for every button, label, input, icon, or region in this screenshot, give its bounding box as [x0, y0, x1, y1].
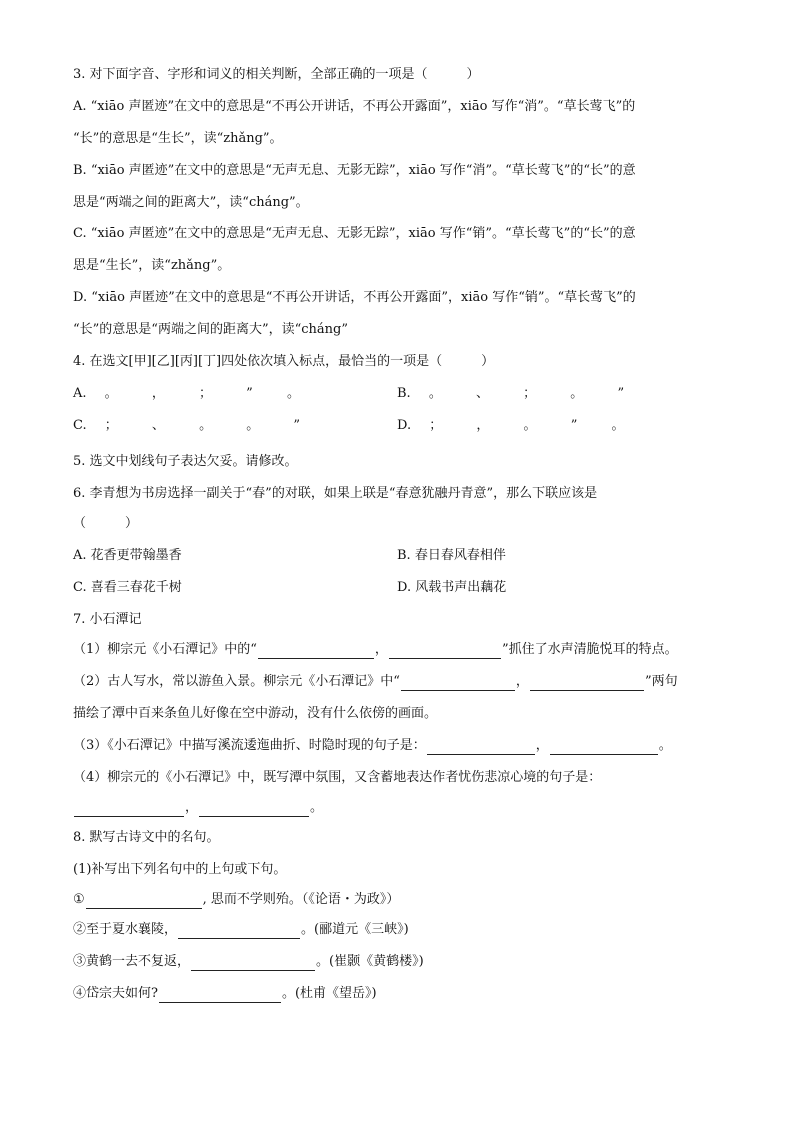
item-text: （3）《小石潭记》中描写溪流逶迤曲折、时隐时现的句子是： [73, 738, 426, 753]
item-text: 。 [658, 738, 672, 753]
q3-stem: 3. 对下面字音、字形和词义的相关判断，全部正确的一项是（ ） [73, 67, 480, 82]
item-text: ① [73, 892, 85, 907]
punct-mark: 。 [570, 386, 584, 401]
option-label: D. [397, 418, 412, 433]
q3-option-d-line2: “长”的意思是“两端之间的距离大”，读“cháng” [73, 322, 348, 337]
q7-item-2-cont: 描绘了潭中百来条鱼儿好像在空中游动，没有什么依傍的画面。 [73, 706, 438, 721]
q3-option-b-line2: 思是“两端之间的距离大”，读“cháng”。 [73, 195, 309, 210]
answer-blank[interactable] [427, 740, 535, 755]
item-text: ④岱宗夫如何? [73, 986, 158, 1001]
q7-stem: 7. 小石潭记 [73, 612, 142, 627]
punct-mark: 、 [151, 418, 165, 433]
item-text: , 思而不学则殆。（《论语・为政》） [202, 892, 400, 907]
q3-option-c-line1: C. “xiāo 声匿迹”在文中的意思是“无声无息、无影无踪”，xiāo 写作“销”。“草长莺飞”的“长”的意 [73, 226, 636, 241]
q6-option-c: C. 喜看三春花千树 [73, 580, 182, 595]
punct-mark: 。 [428, 386, 442, 401]
item-text: ”抓住了水声清脆悦耳的特点。 [501, 642, 678, 657]
q6-stem: 6. 李青想为书房选择一副关于“春”的对联，如果上联是“春意犹融丹青意”，那么下联应该是 [73, 486, 598, 501]
answer-blank[interactable] [530, 676, 644, 691]
q3-option-a-line2: “长”的意思是“生长”，读“zhǎng”。 [73, 131, 283, 146]
q7-item-1 [73, 641, 678, 659]
item-text: 。 [310, 800, 324, 815]
answer-blank[interactable] [86, 894, 202, 909]
answer-blank[interactable] [401, 676, 515, 691]
option-label: B. [397, 386, 411, 401]
q4-option-a [73, 385, 300, 403]
q6-answer-paren: （ ） [73, 516, 139, 531]
item-text: ”两句 [644, 674, 678, 689]
answer-blank[interactable] [74, 802, 184, 817]
punct-mark: 。 [523, 418, 537, 433]
q4-option-b [397, 385, 624, 403]
q3-option-d-line1: D. “xiāo 声匿迹”在文中的意思是“不再公开讲话，不再公开露面”，xiāo 写作“销”。“草长莺飞”的 [73, 290, 636, 305]
item-text: ③黄鹤一去不复返， [73, 954, 191, 969]
punct-mark: ； [104, 418, 118, 433]
punct-mark: ” [570, 418, 578, 433]
punct-mark: 。 [611, 418, 625, 433]
q7-item-4: （4）柳宗元的《小石潭记》中，既写潭中氛围，又含蓄地表达作者忧伤悲凉心境的句子是： [73, 770, 602, 785]
q7-item-4-blanks [73, 799, 323, 817]
punct-mark: 。 [104, 386, 118, 401]
item-text: （1）柳宗元《小石潭记》中的“ [73, 642, 257, 657]
q7-item-2 [73, 673, 678, 691]
punct-mark: ， [476, 418, 490, 433]
q4-option-c [73, 417, 300, 435]
q6-option-b: B. 春日春风春相伴 [397, 548, 506, 563]
punct-mark: ， [151, 386, 165, 401]
item-text: 。(郦道元《三峡》) [301, 922, 409, 937]
q3-option-c-line2: 思是“生长”，读“zhǎng”。 [73, 258, 231, 273]
item-text: ②至于夏水襄陵， [73, 922, 178, 937]
item-text: 。(杜甫《望岳》) [281, 986, 377, 1001]
comma: ， [515, 674, 529, 689]
q6-option-a: A. 花香更带翰墨香 [73, 548, 182, 563]
q4-option-d [397, 417, 625, 435]
q3-option-a-line1: A. “xiāo 声匿迹”在文中的意思是“不再公开讲话，不再公开露面”，xiāo 写作“消”。“草长莺飞”的 [73, 99, 636, 114]
punct-mark: ” [293, 418, 301, 433]
answer-blank[interactable] [550, 740, 658, 755]
item-text: （2）古人写水，常以游鱼入景。柳宗元《小石潭记》中“ [73, 674, 400, 689]
option-label: C. [73, 418, 87, 433]
q8-item-2 [73, 921, 409, 939]
q7-item-3 [73, 737, 672, 755]
q6-option-d: D. 风载书声出藕花 [397, 580, 507, 595]
q8-item-1 [73, 891, 399, 909]
comma: ， [185, 800, 199, 815]
punct-mark: 。 [246, 418, 260, 433]
punct-mark: ” [617, 386, 625, 401]
q4-stem: 4. 在选文[甲][乙][丙][丁]四处依次填入标点，最恰当的一项是（ ） [73, 354, 495, 369]
q8-item-3 [73, 953, 424, 971]
answer-blank[interactable] [199, 802, 309, 817]
q5-stem: 5. 选文中划线句子表达欠妥。请修改。 [73, 454, 298, 469]
comma: ， [535, 738, 549, 753]
comma: ， [374, 642, 388, 657]
q8-sub-instruction: (1)补写出下列名句中的上句或下句。 [73, 862, 287, 877]
item-text: 。(崔颢《黄鹤楼》) [316, 954, 424, 969]
q3-option-b-line1: B. “xiāo 声匿迹”在文中的意思是“无声无息、无影无踪”，xiāo 写作“消”。“草长莺飞”的“长”的意 [73, 163, 636, 178]
punct-mark: 。 [286, 386, 300, 401]
answer-blank[interactable] [159, 988, 281, 1003]
q8-item-4 [73, 985, 377, 1003]
punct-mark: ； [429, 418, 443, 433]
punct-mark: ； [523, 386, 537, 401]
answer-blank[interactable] [258, 644, 374, 659]
punct-mark: 、 [475, 386, 489, 401]
punct-mark: ； [198, 386, 212, 401]
punct-mark: 。 [199, 418, 213, 433]
q8-stem: 8. 默写古诗文中的名句。 [73, 830, 220, 845]
answer-blank[interactable] [178, 924, 300, 939]
punct-mark: ” [246, 386, 253, 401]
answer-blank[interactable] [389, 644, 501, 659]
answer-blank[interactable] [191, 956, 315, 971]
option-label: A. [73, 386, 87, 401]
